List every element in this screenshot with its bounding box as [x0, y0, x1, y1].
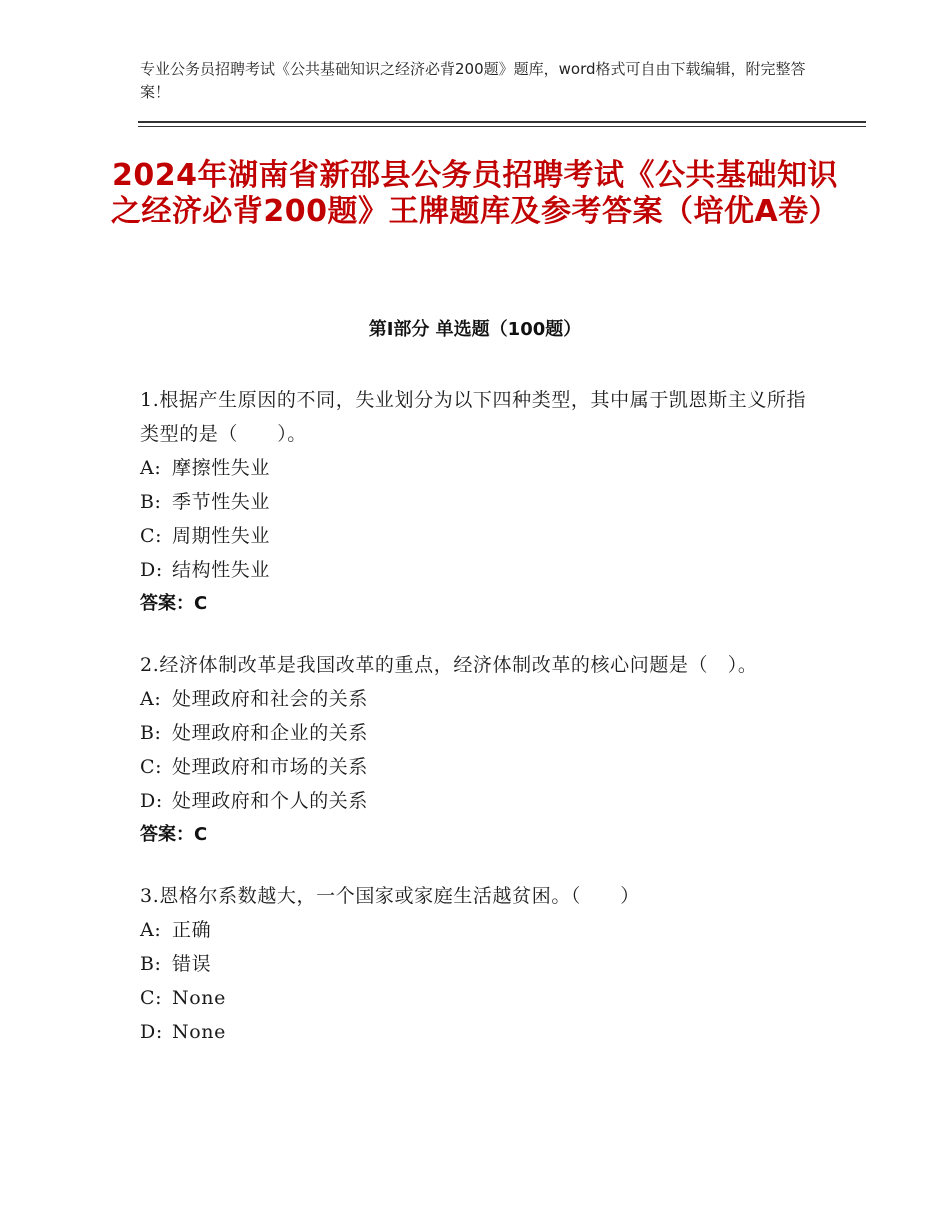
header-note: 专业公务员招聘考试《公共基础知识之经济必背200题》题库，word格式可自由下载编辑，附完整答案！ — [140, 60, 806, 101]
option-d — [140, 1015, 820, 1049]
option-key: C: — [140, 756, 163, 778]
option-b — [140, 485, 820, 519]
answer: 答案：C — [140, 593, 208, 614]
option-text: None — [172, 987, 226, 1009]
question-stem: 3.恩格尔系数越大，一个国家或家庭生活越贫困。（ ） — [140, 885, 640, 907]
option-text: 处理政府和社会的关系 — [172, 688, 369, 710]
header-divider — [138, 121, 866, 123]
option-key: A: — [140, 919, 162, 941]
option-b — [140, 716, 820, 750]
option-text: 季节性失业 — [172, 491, 271, 513]
option-text: 错误 — [172, 953, 212, 975]
option-d — [140, 784, 820, 818]
question-stem: 2.经济体制改革是我国改革的重点，经济体制改革的核心问题是（ ）。 — [140, 654, 758, 676]
option-a — [140, 913, 820, 947]
document-title: 2024年湖南省新邵县公务员招聘考试《公共基础知识之经济必背200题》王牌题库及参考答案（培优A卷） — [110, 158, 840, 229]
option-text: 处理政府和市场的关系 — [172, 756, 369, 778]
question-1 — [140, 383, 820, 621]
option-key: D: — [140, 559, 163, 581]
option-key: D: — [140, 790, 163, 812]
option-text: None — [172, 1021, 226, 1043]
option-a — [140, 451, 820, 485]
question-stem: 1.根据产生原因的不同，失业划分为以下四种类型，其中属于凯恩斯主义所指类型的是（ ）。 — [140, 389, 807, 445]
option-text: 正确 — [172, 919, 212, 941]
option-text: 摩擦性失业 — [172, 457, 271, 479]
answer: 答案：C — [140, 824, 208, 845]
question-list — [140, 383, 820, 1076]
option-text: 周期性失业 — [172, 525, 271, 547]
option-key: C: — [140, 987, 163, 1009]
header-divider-thin — [138, 126, 866, 127]
option-text: 处理政府和个人的关系 — [172, 790, 369, 812]
option-key: A: — [140, 457, 162, 479]
option-b — [140, 947, 820, 981]
option-key: A: — [140, 688, 162, 710]
option-key: B: — [140, 722, 162, 744]
option-c — [140, 981, 820, 1015]
option-key: B: — [140, 953, 162, 975]
option-a — [140, 682, 820, 716]
option-key: B: — [140, 491, 162, 513]
question-3 — [140, 879, 820, 1049]
option-text: 结构性失业 — [172, 559, 271, 581]
option-key: D: — [140, 1021, 163, 1043]
option-text: 处理政府和企业的关系 — [172, 722, 369, 744]
question-2 — [140, 648, 820, 852]
option-key: C: — [140, 525, 163, 547]
option-c — [140, 750, 820, 784]
option-d — [140, 553, 820, 587]
section-title: 第Ⅰ部分 单选题（100题） — [368, 319, 582, 340]
option-c — [140, 519, 820, 553]
